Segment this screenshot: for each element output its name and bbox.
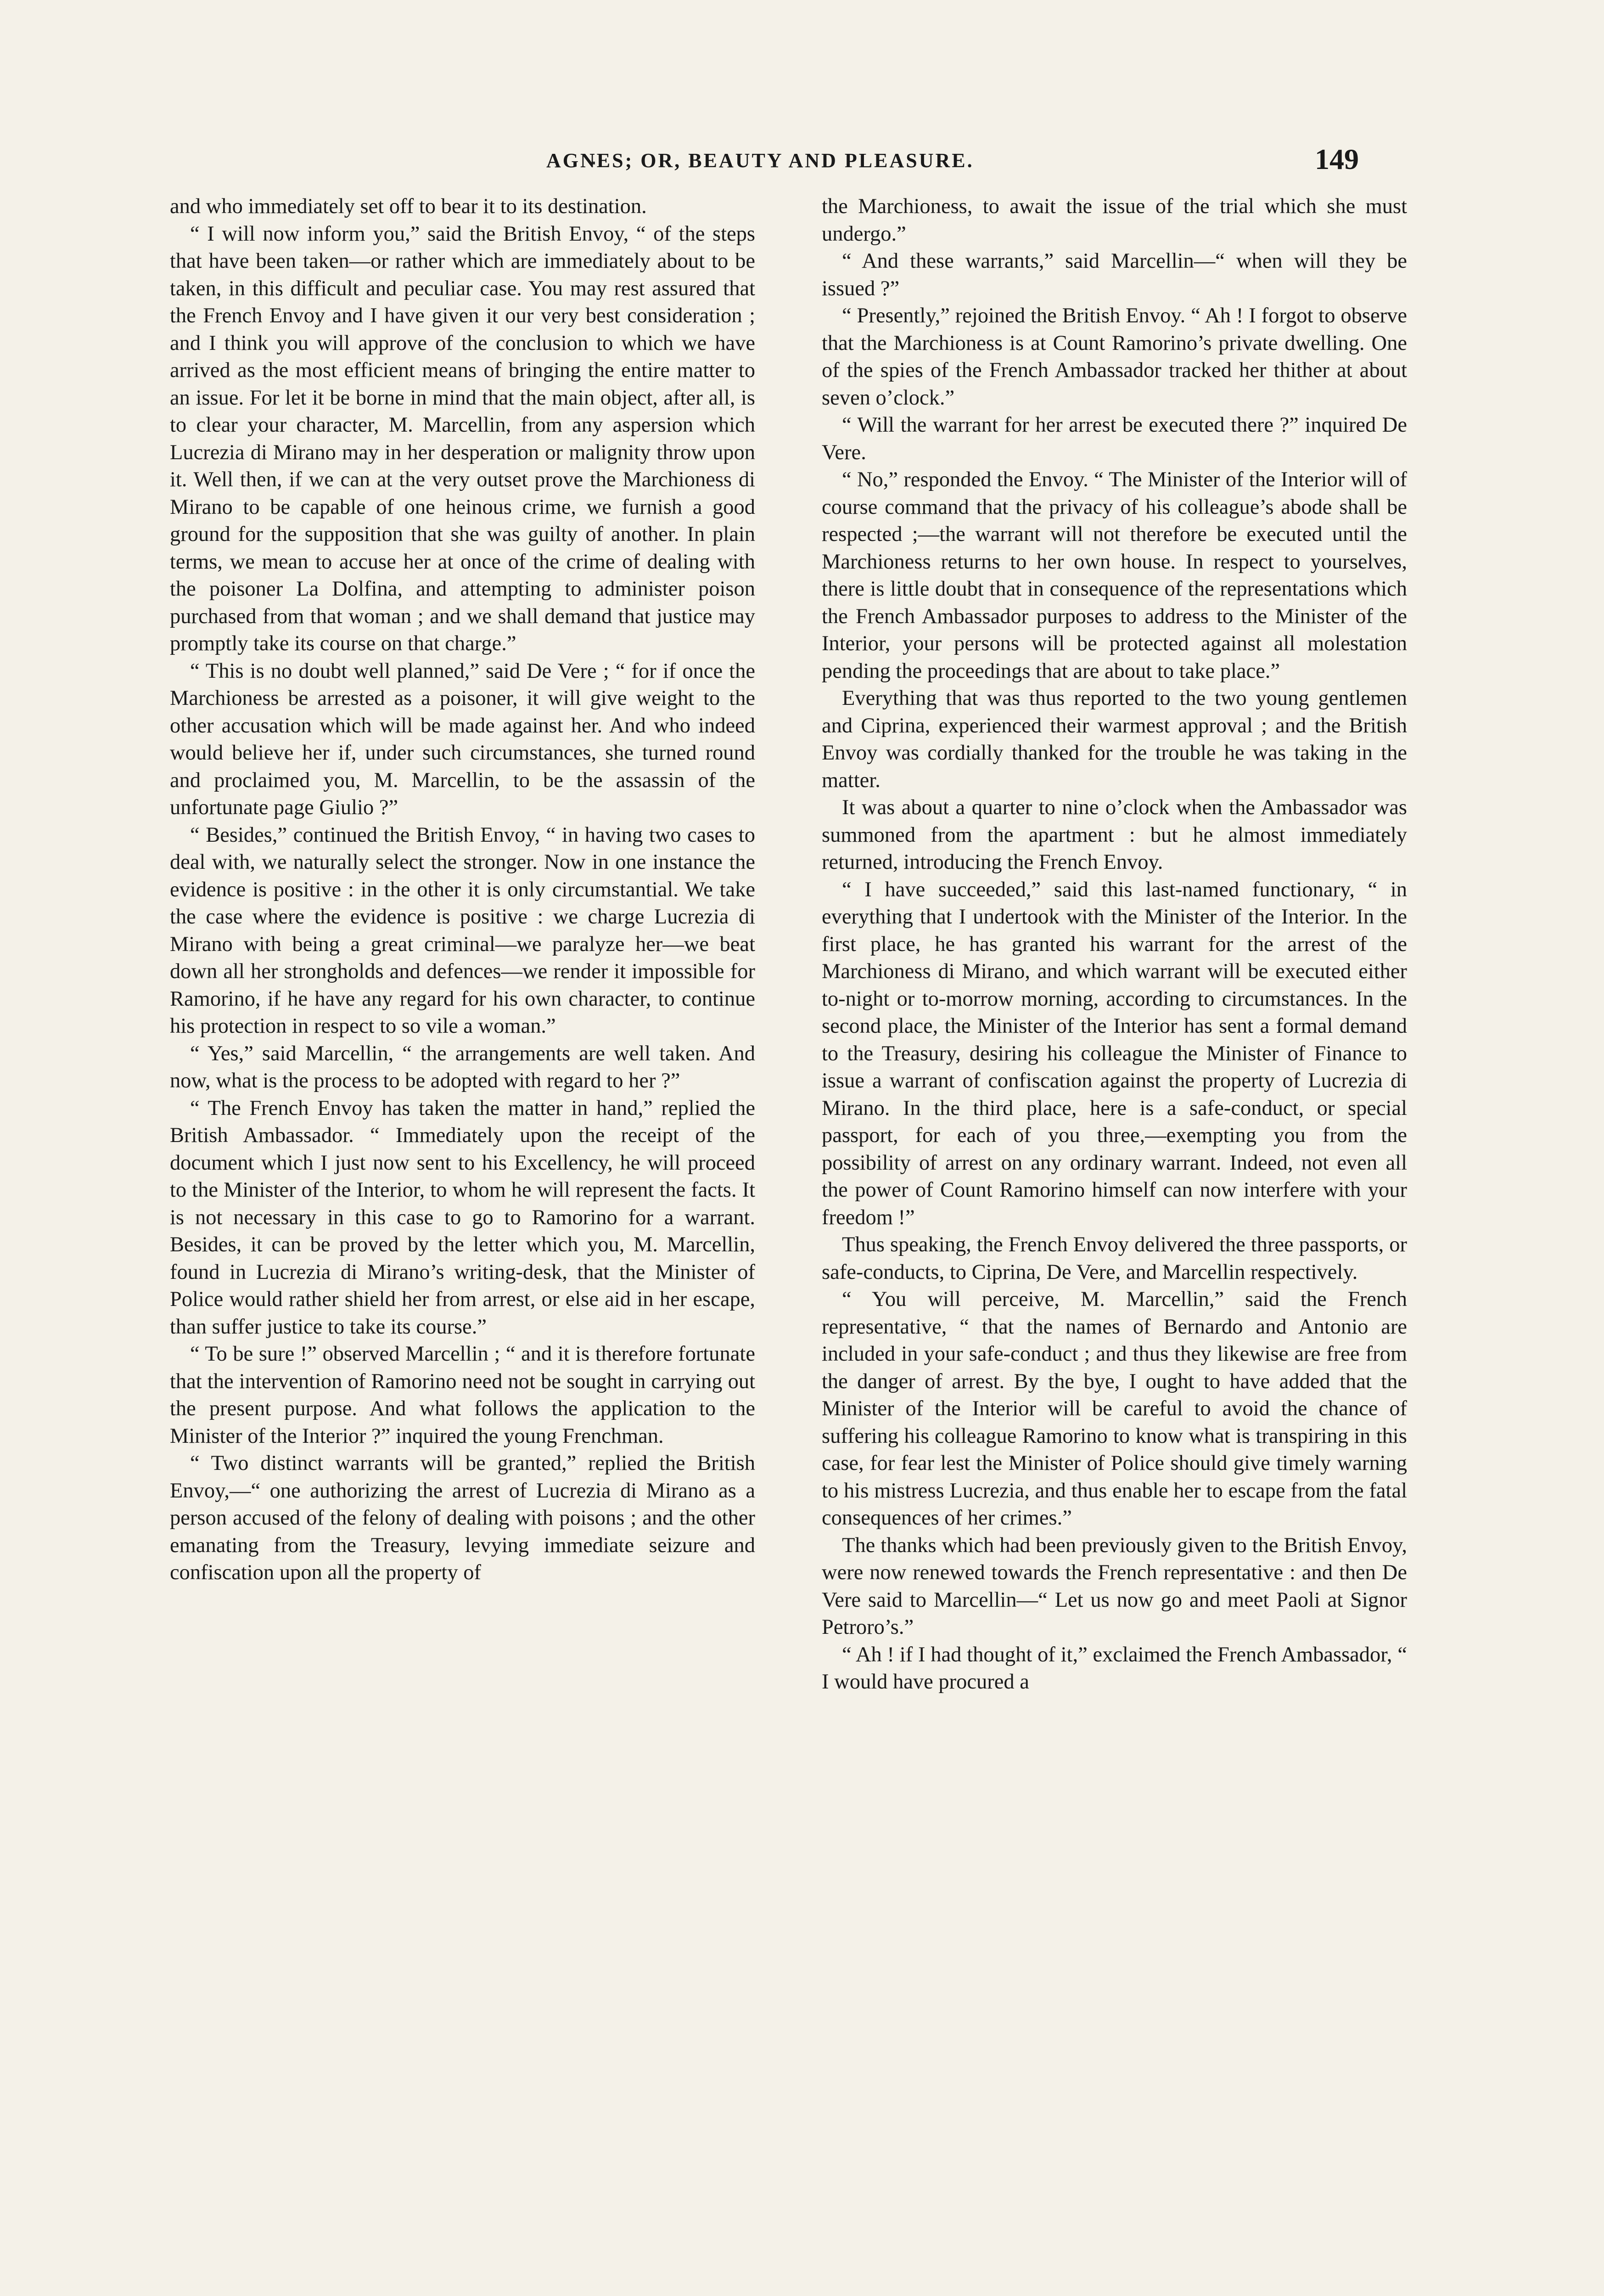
paragraph: “ Two distinct warrants will be granted,” replied the British Envoy,—“ one authorizing the arrest of Lucrezia di Mirano as a person accused of the felony of dealing with poisons ; and the other emanating from the Treasury, levying immediate seizure and confiscation upon all the property of (170, 1452, 755, 1584)
left-column (170, 193, 755, 2296)
paragraph: “ No,” responded the Envoy. “ The Minister of the Interior will of course command that the privacy of his colleague’s abode shall be respected ;—the warrant will not therefore be executed until the Marchioness returns to her own house. In respect to yourselves, there is little doubt that in consequence of the representations which the French Ambassador purposes to address to the Minister of the Interior, your persons will be protected against all molestation pending the proceedings that are about to take place.” (822, 468, 1407, 683)
paragraph: “ Yes,” said Marcellin, “ the arrangements are well taken. And now, what is the process to be adopted with regard to her ?” (170, 1041, 755, 1092)
paragraph: Thus speaking, the French Envoy delivered the three passports, or safe-conducts, to Ciprina, De Vere, and Marcellin respectively. (822, 1233, 1407, 1284)
paragraph: It was about a quarter to nine o’clock when the Ambassador was summoned from the apartment : but he almost immediately returned, introducing the French Envoy. (822, 796, 1407, 874)
paragraph: Everything that was thus reported to the two young gentlemen and Ciprina, experienced their warmest approval ; and the British Envoy was cordially thanked for the trouble he was taking in the matter. (822, 687, 1407, 792)
right-column (822, 193, 1407, 2296)
paragraph: “ I have succeeded,” said this last-named functionary, “ in everything that I undertook with the Minister of the Interior. In the first place, he has granted his warrant for the arrest of the Marchioness di Mirano, and which warrant will be executed either to-night or to-morrow morning, according to circumstances. In the second place, the Minister of the Interior has sent a formal demand to the Treasury, desiring his colleague the Minister of Finance to issue a warrant of confiscation against the property of Lucrezia di Mirano. In the third place, here is a safe-conduct, or special passport, for each of you three,—exempting you from the possibility of arrest on any ordinary warrant. Indeed, not even all the power of Count Ramorino himself can now interfere with your freedom !” (822, 878, 1407, 1229)
page-number: 149 (1315, 143, 1359, 175)
paragraph: and who immediately set off to bear it to its destination. (170, 195, 647, 218)
paragraph: “ This is no doubt well planned,” said De Vere ; “ for if once the Marchioness be arrested as a poisoner, it will give weight to the other accusation which will be made against her. And who indeed would believe her if, under such circumstances, she turned round and proclaimed you, M. Marcellin, to be the assassin of the unfortunate page Giulio ?” (170, 659, 755, 819)
paragraph: “ Ah ! if I had thought of it,” exclaimed the French Ambassador, “ I would have procured a (822, 1643, 1407, 1694)
running-title: AGNES; OR, BEAUTY AND PLEASURE. (546, 149, 974, 172)
paragraph: “ You will perceive, M. Marcellin,” said the French representative, “ that the names of Bernardo and Antonio are included in your safe-conduct ; and thus they likewise are free from the danger of arrest. By the bye, I ought to have added that the Minister of the Interior will be careful to avoid the chance of suffering his colleague Ramorino to know what is transpiring in this case, for fear lest the Minister of Police should give timely warning to his mistress Lucrezia, and thus enable her to escape from the fatal consequences of her crimes.” (822, 1288, 1407, 1530)
paragraph: “ And these warrants,” said Marcellin—“ when will they be issued ?” (822, 249, 1407, 300)
running-head (170, 142, 1359, 184)
paragraph: “ The French Envoy has taken the matter in hand,” replied the British Ambassador. “ Immediately upon the receipt of the document which I just now sent to his Excellency, he will proceed to the Minister of the Interior, to whom he will represent the facts. It is not necessary in this case to go to Ramorino for a warrant. Besides, it can be proved by the letter which you, M. Marcellin, found in Lucrezia di Mirano’s writing-desk, that the Minister of Police would rather shield her from arrest, or else aid in her escape, than suffer justice to take its course.” (170, 1096, 755, 1339)
paragraph: “ I will now inform you,” said the British Envoy, “ of the steps that have been taken—or rather which are immediately about to be taken, in this difficult and peculiar case. You may rest assured that the French Envoy and I have given it our very best consideration ; and I think you will approve of the conclusion to which we have arrived as the most efficient means of bringing the entire matter to an issue. For let it be borne in mind that the main object, after all, is to clear your character, M. Marcellin, from any aspersion which Lucrezia di Mirano may in her desperation or malignity throw upon it. Well then, if we can at the very outset prove the Marchioness di Mirano to be capable of one heinous crime, we furnish a good ground for the supposition that she was guilty of another. In plain terms, we mean to accuse her at once of the crime of dealing with the poisoner La Dolfina, and attempting to administer poison purchased from that woman ; and we shall demand that justice may promptly take its course on that charge.” (170, 222, 755, 655)
paragraph: The thanks which had been previously given to the British Envoy, were now renewed towards the French representative : and then De Vere said to Marcellin—“ Let us now go and meet Paoli at Signor Petroro’s.” (822, 1533, 1407, 1639)
paragraph: “ Besides,” continued the British Envoy, “ in having two cases to deal with, we naturally select the stronger. Now in one instance the evidence is positive : in the other it is only circumstantial. We take the case where the evidence is positive : we charge Lucrezia di Mirano with being a great criminal—we paralyze her—we beat down all her strongholds and defences—we render it impossible for Ramorino, if he have any regard for his own character, to continue his protection in respect to so vile a woman.” (170, 823, 755, 1038)
paragraph: “ Presently,” rejoined the British Envoy. “ Ah ! I forgot to observe that the Marchioness is at Count Ramorino’s private dwelling. One of the spies of the French Ambassador tracked her thither at about seven o’clock.” (822, 304, 1407, 410)
paragraph: “ Will the warrant for her arrest be executed there ?” inquired De Vere. (822, 413, 1407, 464)
paragraph: “ To be sure !” observed Marcellin ; “ and it is therefore fortunate that the intervention of Ramorino need not be sought in carrying out the present purpose. And what follows the application to the Minister of the Interior ?” inquired the young Frenchman. (170, 1342, 755, 1448)
paragraph: the Marchioness, to await the issue of the trial which she must undergo.” (822, 195, 1407, 246)
